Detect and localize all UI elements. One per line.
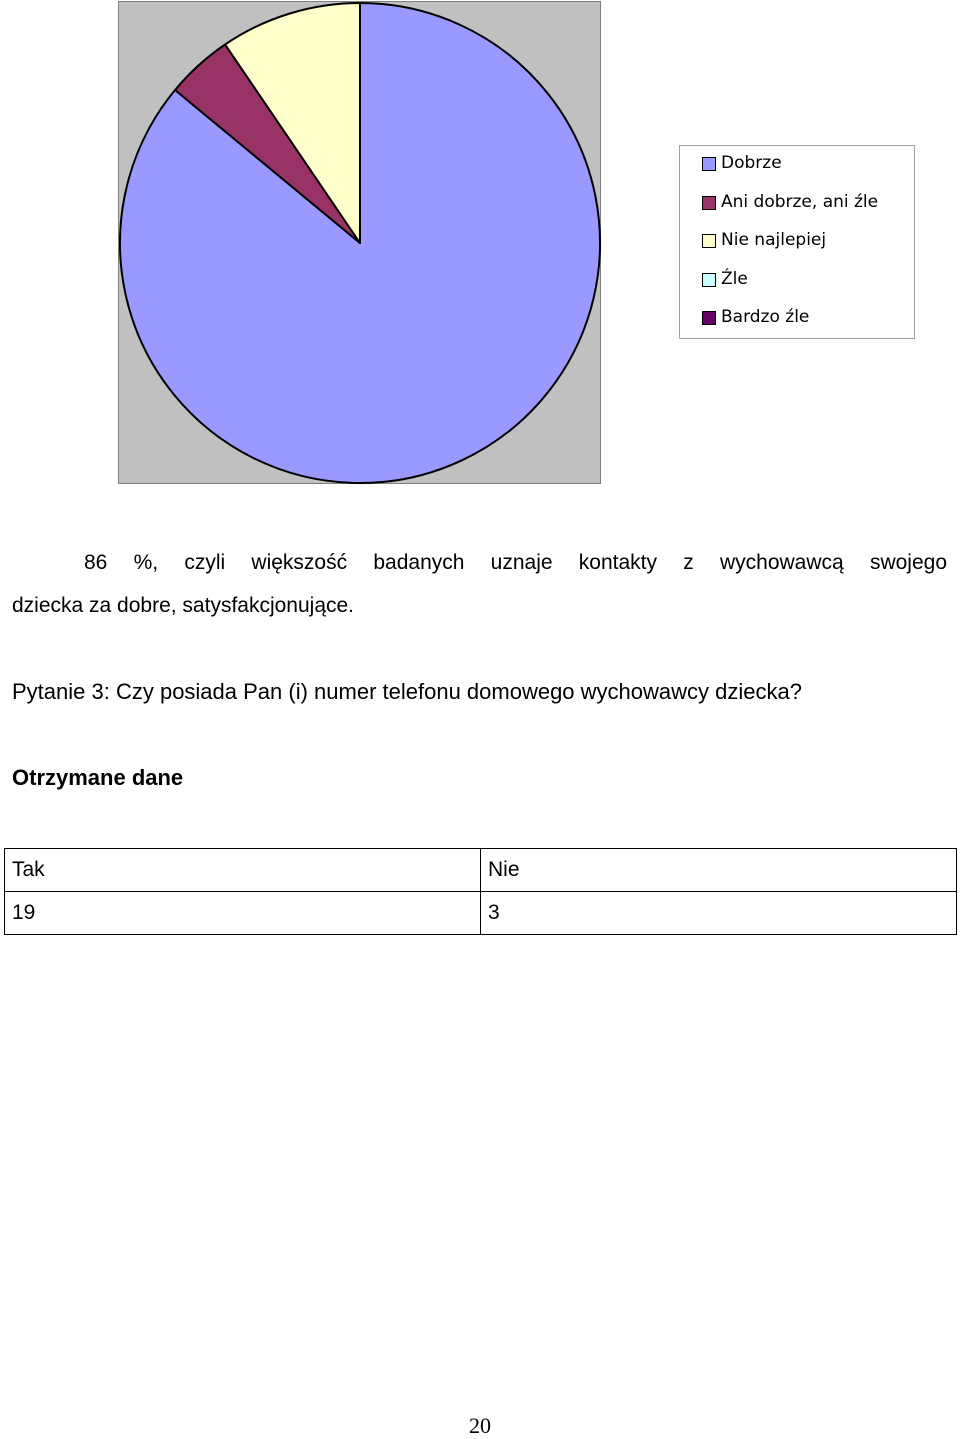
legend-label: Dobrze (721, 153, 782, 173)
legend-label: Źle (721, 268, 748, 289)
legend-label: Nie najlepiej (721, 230, 827, 251)
paragraph-line-2: dziecka za dobre, satysfakcjonujące. (12, 594, 355, 617)
table-header-row (5, 849, 957, 892)
page-number: 20 (469, 1413, 491, 1438)
legend-swatch (702, 273, 716, 287)
table-cell: 19 (5, 892, 481, 935)
legend-label: Ani dobrze, ani źle (721, 191, 879, 212)
legend-item (680, 192, 914, 231)
table-cell: 3 (481, 892, 957, 935)
pie-chart (118, 1, 601, 484)
table-header-cell: Nie (481, 849, 957, 892)
paragraph-line-1: 86 %, czyli większość badanych uznaje kontakty z wychowawcą swojego (84, 551, 947, 574)
results-table (4, 848, 957, 935)
legend-swatch (702, 196, 716, 210)
legend-item (680, 230, 914, 269)
question-heading: Pytanie 3: Czy posiada Pan (i) numer telefonu domowego wychowawcy dziecka? (12, 679, 802, 704)
pie-chart-svg (119, 2, 602, 485)
legend-swatch (702, 311, 716, 325)
data-subheading: Otrzymane dane (12, 765, 184, 790)
legend-item (680, 307, 914, 346)
table-header-cell: Tak (5, 849, 481, 892)
legend-swatch (702, 234, 716, 248)
chart-legend (679, 145, 915, 339)
legend-swatch (702, 157, 716, 171)
legend-item (680, 269, 914, 308)
legend-item (680, 153, 914, 192)
table-row (5, 892, 957, 935)
legend-label: Bardzo źle (721, 307, 810, 328)
